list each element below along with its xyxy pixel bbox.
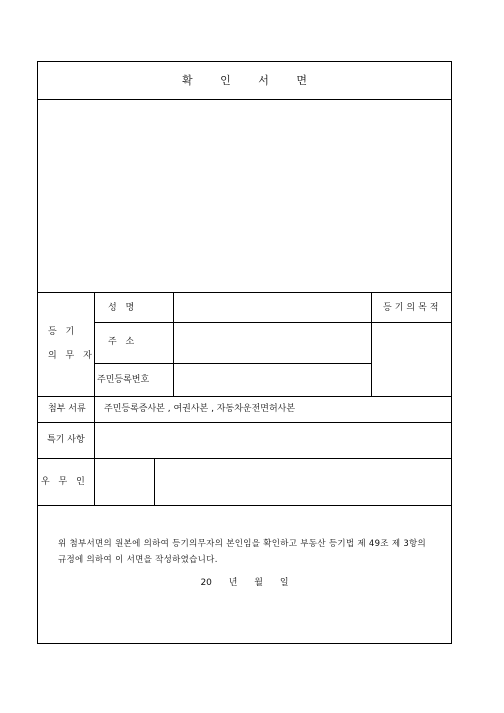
divider — [38, 292, 451, 293]
confirmation-form — [37, 61, 452, 644]
date-line: 20 년 월 일 — [200, 578, 289, 588]
divider — [38, 458, 451, 459]
attachments-value: 주민등록증사본 , 여권사본 , 자동차운전면허사본 — [104, 404, 296, 414]
divider — [38, 505, 451, 506]
thumbprint-label: 우 무 인 — [41, 477, 88, 487]
name-label: 성 명 — [108, 303, 138, 313]
divider — [94, 422, 95, 458]
obligor-group-label: 의 무 자 — [48, 351, 95, 361]
divider — [94, 292, 95, 396]
address-label: 주 소 — [108, 337, 138, 347]
divider — [94, 363, 371, 364]
form-title: 확 인 서 면 — [182, 74, 319, 87]
divider — [173, 292, 174, 396]
divider — [38, 396, 451, 397]
special-notes-label: 특기 사항 — [47, 435, 85, 445]
divider — [38, 99, 451, 100]
divider — [94, 458, 95, 505]
obligor-group-label: 등 기 — [48, 327, 78, 337]
divider — [94, 322, 451, 323]
confirmation-statement: 위 첨부서면의 원본에 의하여 등기의무자의 본인임을 확인하고 부동산 등기법 제 49조 제 3항의 규정에 의하여 이 서면을 작성하였습니다. — [58, 539, 427, 565]
divider — [371, 292, 372, 396]
id-number-label: 주민등록번호 — [97, 375, 150, 385]
attachments-label: 첨부 서류 — [48, 404, 86, 414]
divider — [38, 422, 451, 423]
divider — [94, 396, 95, 422]
registration-purpose-label: 등기의목적 — [383, 303, 442, 313]
divider — [154, 458, 155, 505]
